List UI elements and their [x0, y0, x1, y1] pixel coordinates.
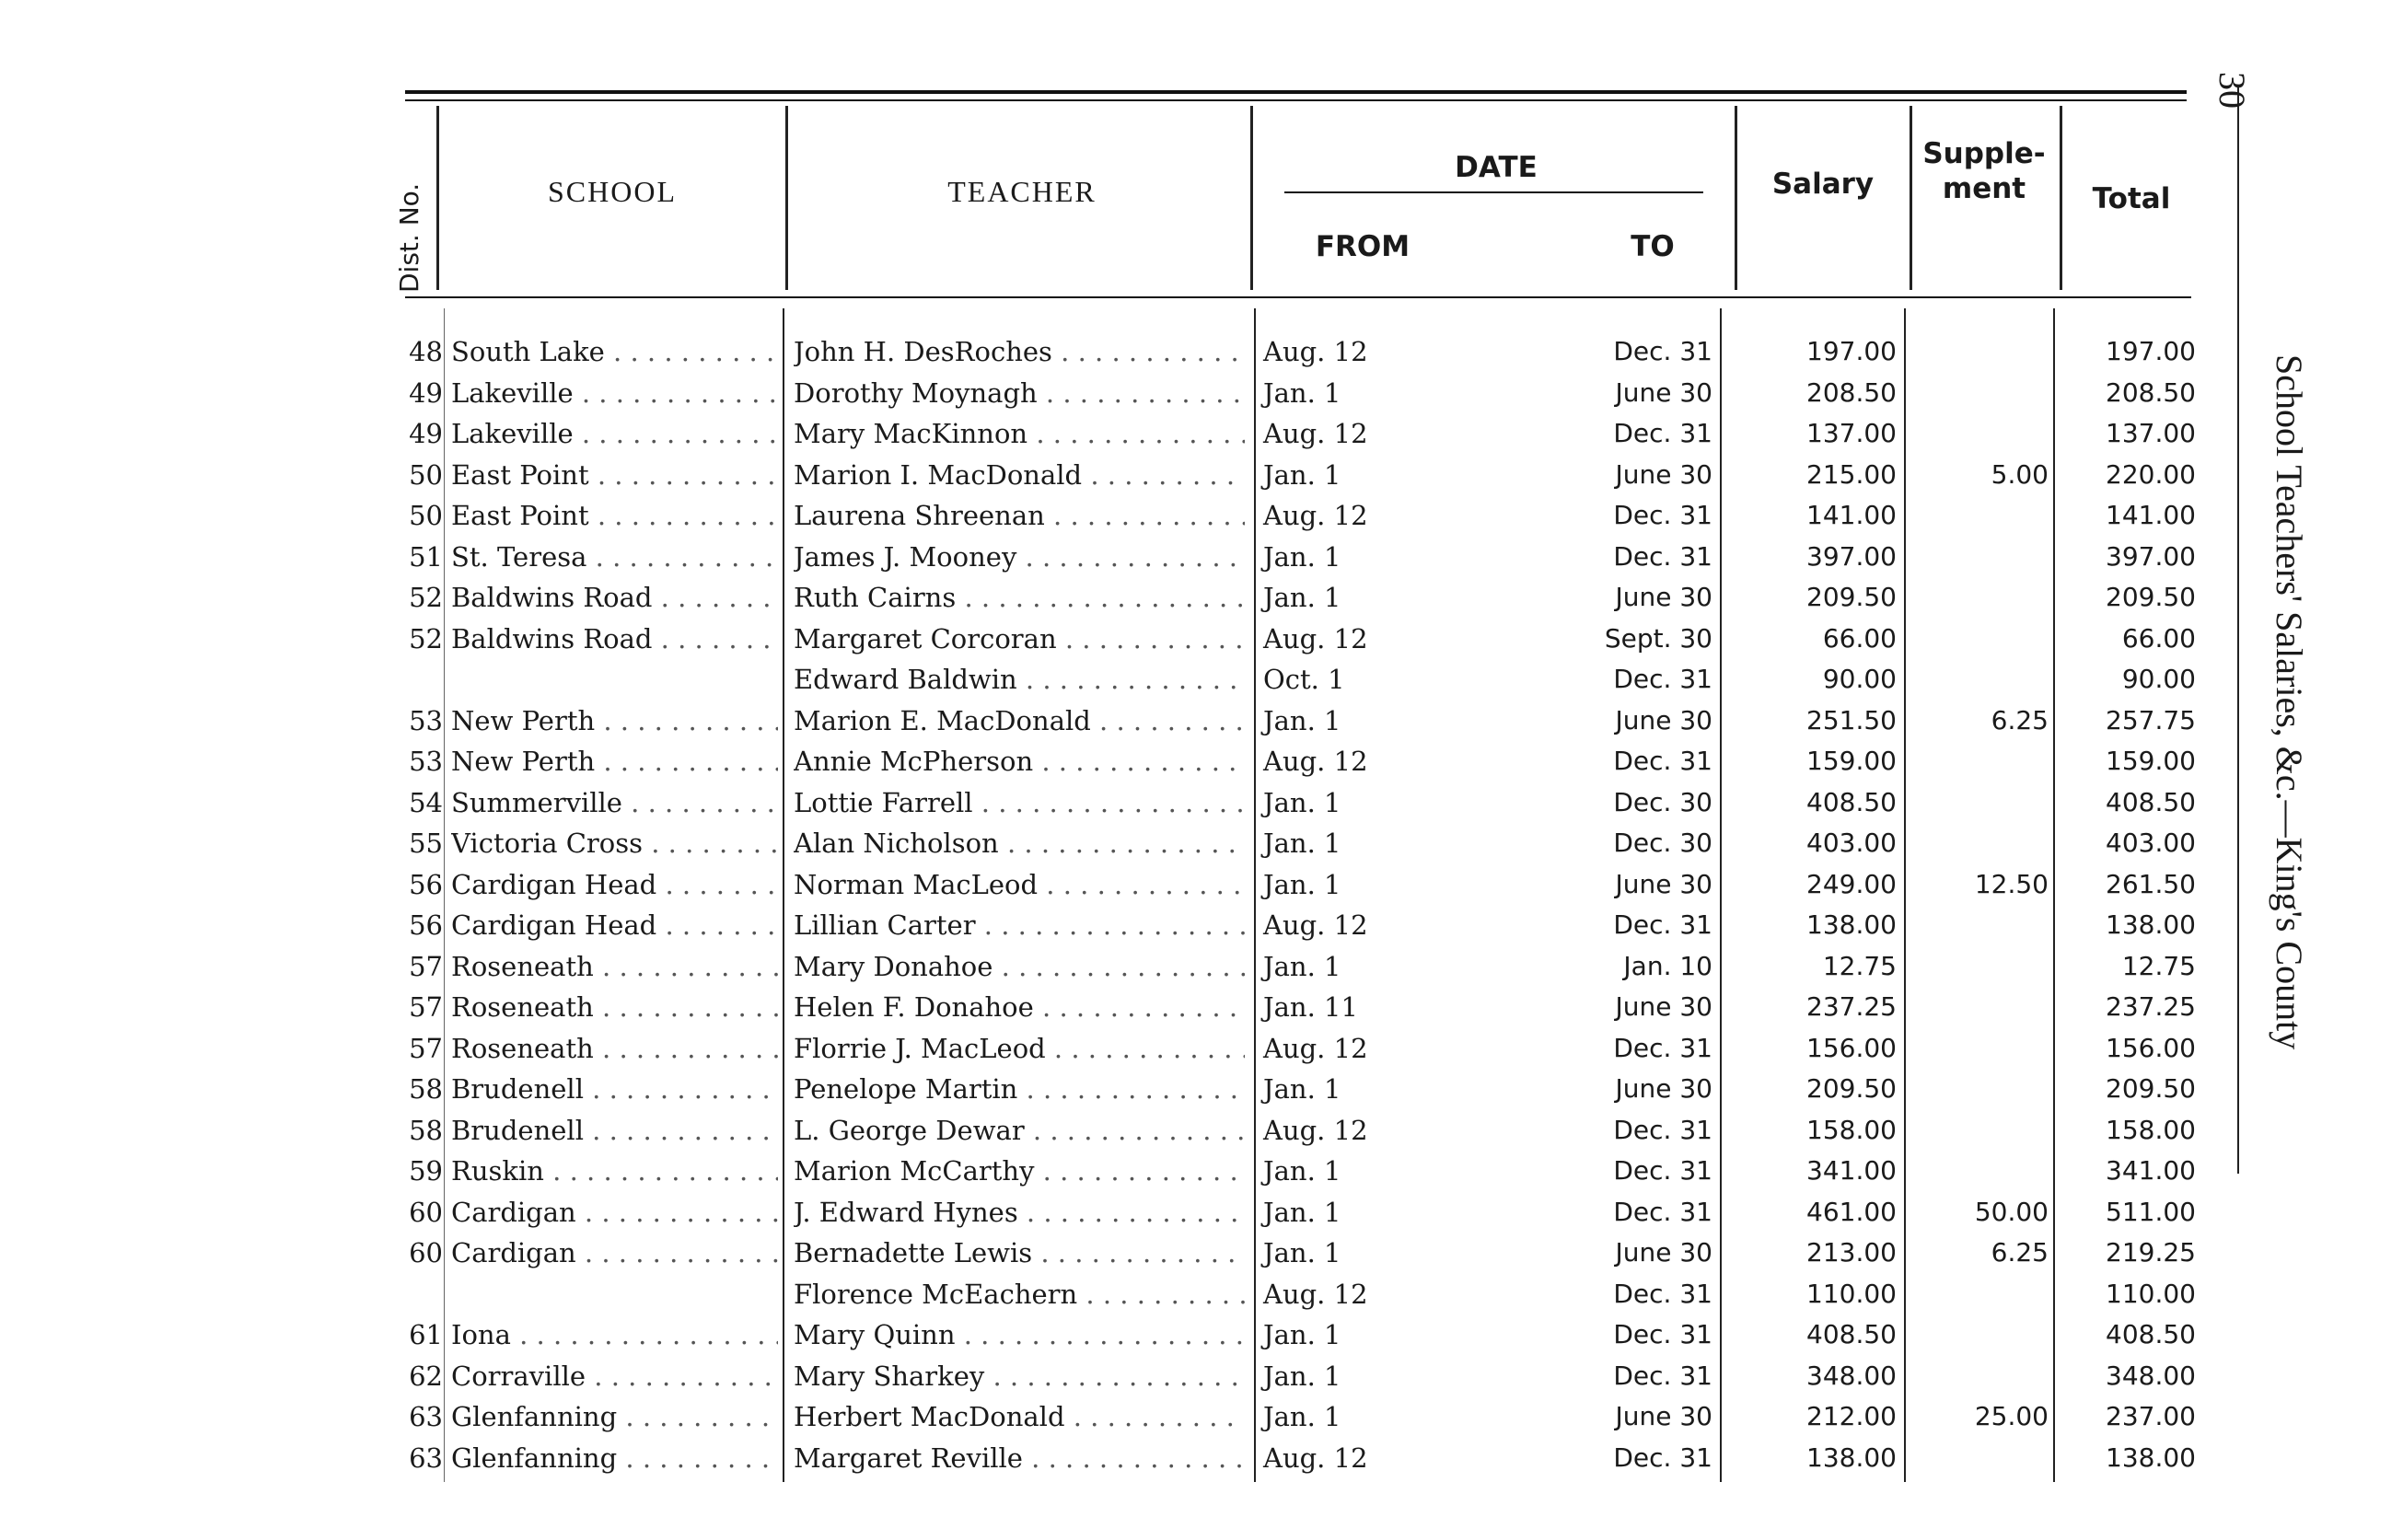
- teacher-cell: Helen F. Donahoe . . .: [794, 991, 1245, 1023]
- total-cell: 397.00: [2106, 540, 2196, 572]
- body-divider: [783, 308, 784, 1482]
- dist-no-cell: 58: [409, 1073, 443, 1105]
- supplement-cell: 12.50: [1974, 868, 2049, 899]
- total-cell: 209.50: [2106, 1073, 2196, 1104]
- total-cell: 141.00: [2106, 500, 2196, 530]
- header-divider: [1910, 106, 1912, 290]
- school-header: SCHOOL: [547, 175, 677, 208]
- school-cell: Lakeville . . .: [451, 377, 778, 409]
- teacher-cell: Herbert MacDonald . . .: [794, 1401, 1245, 1432]
- from-date-cell: Jan. 1: [1263, 376, 1341, 409]
- from-date-cell: Jan. 1: [1263, 1360, 1341, 1392]
- from-date-cell: Jan. 1: [1263, 1155, 1341, 1187]
- total-cell: 348.00: [2106, 1360, 2196, 1391]
- header-divider: [2060, 106, 2062, 290]
- school-cell: Glenfanning . . .: [451, 1442, 778, 1474]
- to-header: TO: [1631, 230, 1675, 263]
- dist-no-cell: 49: [409, 418, 443, 449]
- school-cell: Cardigan Head . . .: [451, 909, 778, 941]
- salary-cell: 110.00: [1806, 1278, 1897, 1309]
- school-cell: Summerville . . .: [451, 787, 778, 818]
- dist-no-cell: 61: [409, 1319, 443, 1350]
- dist-no-cell: 48: [409, 336, 443, 367]
- to-date-cell: Dec. 30: [1613, 786, 1712, 817]
- dist-no-cell: 52: [409, 582, 443, 613]
- salary-cell: 213.00: [1806, 1237, 1897, 1268]
- total-cell: 237.00: [2106, 1401, 2196, 1431]
- school-cell: Cardigan Head . . .: [451, 869, 778, 900]
- to-date-cell: Jan. 10: [1623, 950, 1712, 981]
- body-divider: [1720, 308, 1722, 1482]
- teacher-cell: John H. DesRoches . . .: [794, 336, 1245, 367]
- teacher-cell: Alan Nicholson . . .: [794, 828, 1245, 859]
- total-cell: 237.25: [2106, 991, 2196, 1022]
- school-cell: St. Teresa . . .: [451, 541, 778, 573]
- salary-cell: 209.50: [1806, 582, 1897, 612]
- total-cell: 257.75: [2106, 704, 2196, 735]
- to-date-cell: Sept. 30: [1604, 622, 1712, 654]
- total-cell: 138.00: [2106, 1442, 2196, 1473]
- dist-no-cell: 60: [409, 1237, 443, 1268]
- total-cell: 341.00: [2106, 1155, 2196, 1186]
- to-date-cell: Dec. 31: [1613, 1196, 1712, 1227]
- salary-cell: 461.00: [1806, 1196, 1897, 1227]
- salary-cell: 408.50: [1806, 786, 1897, 817]
- from-date-cell: Jan. 1: [1263, 950, 1341, 982]
- salary-cell: 408.50: [1806, 1319, 1897, 1349]
- salary-cell: 397.00: [1806, 540, 1897, 572]
- from-date-cell: Aug. 12: [1263, 1442, 1368, 1474]
- supplement-cell: 25.00: [1974, 1401, 2049, 1431]
- dist-no-cell: 54: [409, 786, 443, 818]
- total-cell: 138.00: [2106, 909, 2196, 940]
- school-cell: Glenfanning . . .: [451, 1401, 778, 1432]
- from-header: FROM: [1315, 230, 1410, 263]
- school-cell: Roseneath . . .: [451, 951, 778, 982]
- dist-no-cell: 51: [409, 540, 443, 573]
- salary-cell: 208.50: [1806, 376, 1897, 408]
- to-date-cell: June 30: [1615, 1073, 1712, 1104]
- school-cell: Baldwins Road . . .: [451, 582, 778, 613]
- salary-cell: 251.50: [1806, 704, 1897, 735]
- to-date-cell: Dec. 31: [1613, 1319, 1712, 1349]
- salary-cell: 66.00: [1822, 622, 1897, 654]
- to-date-cell: June 30: [1615, 868, 1712, 899]
- to-date-cell: Dec. 31: [1613, 1032, 1712, 1063]
- dist-no-cell: 57: [409, 1032, 443, 1064]
- school-cell: Iona . . .: [451, 1319, 778, 1350]
- salary-cell: 209.50: [1806, 1073, 1897, 1104]
- to-date-cell: Dec. 31: [1613, 1278, 1712, 1309]
- from-date-cell: Aug. 12: [1263, 418, 1368, 449]
- school-cell: Roseneath . . .: [451, 991, 778, 1023]
- total-header: Total: [2092, 182, 2171, 215]
- salary-cell: 141.00: [1806, 500, 1897, 530]
- salary-cell: 348.00: [1806, 1360, 1897, 1391]
- from-date-cell: Jan. 1: [1263, 1073, 1341, 1105]
- school-cell: Brudenell . . .: [451, 1115, 778, 1146]
- dist-no-cell: 53: [409, 704, 443, 736]
- dist-no-cell: 57: [409, 950, 443, 982]
- salary-cell: 12.75: [1822, 950, 1897, 981]
- school-cell: East Point . . .: [451, 459, 778, 491]
- body-divider: [1254, 308, 1256, 1482]
- teacher-cell: Laurena Shreenan . . .: [794, 500, 1245, 531]
- dist-no-cell: 59: [409, 1155, 443, 1187]
- to-date-cell: June 30: [1615, 704, 1712, 735]
- school-cell: Roseneath . . .: [451, 1033, 778, 1064]
- top-rule-lower: [405, 99, 2187, 101]
- to-date-cell: Dec. 31: [1613, 1155, 1712, 1186]
- salary-cell: 212.00: [1806, 1401, 1897, 1431]
- to-date-cell: Dec. 31: [1613, 336, 1712, 366]
- school-cell: Ruskin . . .: [451, 1155, 778, 1187]
- school-cell: South Lake . . .: [451, 336, 778, 367]
- from-date-cell: Jan. 1: [1263, 458, 1341, 491]
- school-cell: Victoria Cross . . .: [451, 828, 778, 859]
- teacher-cell: Norman MacLeod . . .: [794, 869, 1245, 900]
- from-date-cell: Aug. 12: [1263, 500, 1368, 531]
- from-date-cell: Jan. 1: [1263, 704, 1341, 736]
- dist-no-cell: 50: [409, 500, 443, 531]
- teacher-cell: J. Edward Hynes . . .: [794, 1197, 1245, 1228]
- from-date-cell: Jan. 1: [1263, 868, 1341, 900]
- to-date-cell: June 30: [1615, 458, 1712, 490]
- date-underline: [1284, 191, 1703, 193]
- teacher-cell: Bernadette Lewis . . .: [794, 1237, 1245, 1268]
- total-cell: 511.00: [2106, 1196, 2196, 1227]
- total-cell: 110.00: [2106, 1278, 2196, 1309]
- teacher-cell: Margaret Corcoran . . .: [794, 623, 1245, 654]
- from-date-cell: Jan. 1: [1263, 828, 1341, 859]
- dist-no-cell: 60: [409, 1196, 443, 1228]
- teacher-cell: Florrie J. MacLeod . . .: [794, 1033, 1245, 1064]
- school-cell: Lakeville . . .: [451, 418, 778, 449]
- teacher-header: TEACHER: [947, 175, 1097, 208]
- salary-cell: 237.25: [1806, 991, 1897, 1022]
- from-date-cell: Jan. 1: [1263, 786, 1341, 818]
- dist-no-cell: 63: [409, 1442, 443, 1474]
- from-date-cell: Aug. 12: [1263, 746, 1368, 777]
- to-date-cell: Dec. 31: [1613, 909, 1712, 940]
- from-date-cell: Jan. 11: [1263, 991, 1358, 1023]
- teacher-cell: Lottie Farrell . . .: [794, 787, 1245, 818]
- from-date-cell: Aug. 12: [1263, 1278, 1368, 1310]
- salary-cell: 215.00: [1806, 458, 1897, 490]
- school-cell: New Perth . . .: [451, 746, 778, 777]
- supplement-header: Supple- ment: [1922, 137, 2046, 205]
- total-cell: 159.00: [2106, 746, 2196, 776]
- dist-no-cell: 55: [409, 828, 443, 859]
- supplement-cell: 50.00: [1974, 1196, 2049, 1227]
- from-date-cell: Jan. 1: [1263, 1237, 1341, 1268]
- school-cell: Brudenell . . .: [451, 1073, 778, 1105]
- to-date-cell: June 30: [1615, 1401, 1712, 1431]
- dist-no-cell: 52: [409, 622, 443, 654]
- total-cell: 137.00: [2106, 418, 2196, 448]
- to-date-cell: Dec. 31: [1613, 1360, 1712, 1391]
- page-number: 30: [2211, 72, 2253, 109]
- from-date-cell: Aug. 12: [1263, 622, 1368, 654]
- total-cell: 90.00: [2121, 664, 2196, 694]
- dist-no-cell: 50: [409, 458, 443, 491]
- total-cell: 158.00: [2106, 1114, 2196, 1145]
- total-cell: 219.25: [2106, 1237, 2196, 1268]
- to-date-cell: Dec. 31: [1613, 418, 1712, 448]
- school-cell: New Perth . . .: [451, 705, 778, 736]
- total-cell: 66.00: [2121, 622, 2196, 654]
- teacher-cell: Penelope Martin . . .: [794, 1073, 1245, 1105]
- to-date-cell: June 30: [1615, 582, 1712, 612]
- school-cell: Baldwins Road . . .: [451, 623, 778, 654]
- teacher-cell: L. George Dewar . . .: [794, 1115, 1245, 1146]
- from-date-cell: Oct. 1: [1263, 664, 1345, 695]
- salary-cell: 158.00: [1806, 1114, 1897, 1145]
- teacher-cell: Annie McPherson . . .: [794, 746, 1245, 777]
- school-cell: Cardigan . . .: [451, 1237, 778, 1268]
- salary-cell: 403.00: [1806, 828, 1897, 858]
- teacher-cell: James J. Mooney . . .: [794, 541, 1245, 573]
- salary-cell: 197.00: [1806, 336, 1897, 366]
- total-cell: 197.00: [2106, 336, 2196, 366]
- top-rule: [405, 90, 2187, 94]
- header-divider: [785, 106, 788, 290]
- from-date-cell: Jan. 1: [1263, 582, 1341, 613]
- from-date-cell: Jan. 1: [1263, 1401, 1341, 1432]
- dist-no-cell: 53: [409, 746, 443, 777]
- total-cell: 220.00: [2106, 458, 2196, 490]
- header-divider: [1250, 106, 1253, 290]
- teacher-cell: Marion McCarthy . . .: [794, 1155, 1245, 1187]
- salary-cell: 341.00: [1806, 1155, 1897, 1186]
- teacher-cell: Marion E. MacDonald . . .: [794, 705, 1245, 736]
- total-cell: 261.50: [2106, 868, 2196, 899]
- dist-no-cell: 57: [409, 991, 443, 1023]
- dist-no-cell: 56: [409, 868, 443, 900]
- to-date-cell: Dec. 31: [1613, 746, 1712, 776]
- school-cell: Corraville . . .: [451, 1361, 778, 1392]
- total-cell: 208.50: [2106, 376, 2196, 408]
- total-cell: 408.50: [2106, 786, 2196, 817]
- header-divider: [1735, 106, 1737, 290]
- header-divider: [436, 106, 439, 290]
- dist-no-cell: 58: [409, 1114, 443, 1146]
- salary-cell: 138.00: [1806, 909, 1897, 940]
- supplement-cell: 6.25: [1991, 704, 2049, 735]
- to-date-cell: Dec. 30: [1613, 828, 1712, 858]
- salary-cell: 249.00: [1806, 868, 1897, 899]
- teacher-cell: Mary Quinn . . .: [794, 1319, 1245, 1350]
- to-date-cell: June 30: [1615, 991, 1712, 1022]
- dist-no-cell: 62: [409, 1360, 443, 1392]
- side-rule: [2237, 87, 2239, 1174]
- from-date-cell: Aug. 12: [1263, 336, 1368, 367]
- teacher-cell: Marion I. MacDonald . . .: [794, 459, 1245, 491]
- from-date-cell: Aug. 12: [1263, 1032, 1368, 1064]
- school-cell: Cardigan . . .: [451, 1197, 778, 1228]
- total-cell: 12.75: [2121, 950, 2196, 981]
- school-cell: East Point . . .: [451, 500, 778, 531]
- dist-no-cell: 56: [409, 909, 443, 941]
- from-date-cell: Aug. 12: [1263, 1114, 1368, 1146]
- side-title: School Teachers' Salaries, &c.—King's County: [2269, 354, 2310, 1050]
- dist-no-cell: 63: [409, 1401, 443, 1432]
- to-date-cell: June 30: [1615, 376, 1712, 408]
- salary-cell: 90.00: [1822, 664, 1897, 694]
- body-divider: [2053, 308, 2055, 1482]
- total-cell: 156.00: [2106, 1032, 2196, 1063]
- teacher-cell: Edward Baldwin . . .: [794, 664, 1245, 695]
- date-header: DATE: [1455, 151, 1538, 184]
- teacher-cell: Ruth Cairns . . .: [794, 582, 1245, 613]
- teacher-cell: Florence McEachern . . .: [794, 1279, 1245, 1310]
- teacher-cell: Mary Donahoe . . .: [794, 951, 1245, 982]
- dist-no-header: Dist. No.: [394, 182, 424, 293]
- teacher-cell: Lillian Carter . . .: [794, 909, 1245, 941]
- salary-cell: 137.00: [1806, 418, 1897, 448]
- teacher-cell: Dorothy Moynagh . . .: [794, 377, 1245, 409]
- teacher-cell: Mary Sharkey . . .: [794, 1361, 1245, 1392]
- salary-cell: 156.00: [1806, 1032, 1897, 1063]
- to-date-cell: Dec. 31: [1613, 1114, 1712, 1145]
- teacher-cell: Mary MacKinnon . . .: [794, 418, 1245, 449]
- total-cell: 408.50: [2106, 1319, 2196, 1349]
- header-bottom-rule: [405, 296, 2191, 298]
- to-date-cell: Dec. 31: [1613, 500, 1712, 530]
- to-date-cell: Dec. 31: [1613, 664, 1712, 694]
- total-cell: 403.00: [2106, 828, 2196, 858]
- supplement-cell: 5.00: [1991, 458, 2049, 490]
- from-date-cell: Jan. 1: [1263, 1319, 1341, 1350]
- body-divider: [1904, 308, 1906, 1482]
- supplement-cell: 6.25: [1991, 1237, 2049, 1268]
- from-date-cell: Aug. 12: [1263, 909, 1368, 941]
- salary-cell: 138.00: [1806, 1442, 1897, 1473]
- from-date-cell: Jan. 1: [1263, 540, 1341, 573]
- salary-cell: 159.00: [1806, 746, 1897, 776]
- body-divider: [444, 308, 445, 1482]
- dist-no-cell: 49: [409, 376, 443, 409]
- to-date-cell: Dec. 31: [1613, 540, 1712, 572]
- to-date-cell: June 30: [1615, 1237, 1712, 1268]
- salary-header: Salary: [1771, 168, 1875, 201]
- to-date-cell: Dec. 31: [1613, 1442, 1712, 1473]
- teacher-cell: Margaret Reville . . .: [794, 1442, 1245, 1474]
- total-cell: 209.50: [2106, 582, 2196, 612]
- from-date-cell: Jan. 1: [1263, 1196, 1341, 1228]
